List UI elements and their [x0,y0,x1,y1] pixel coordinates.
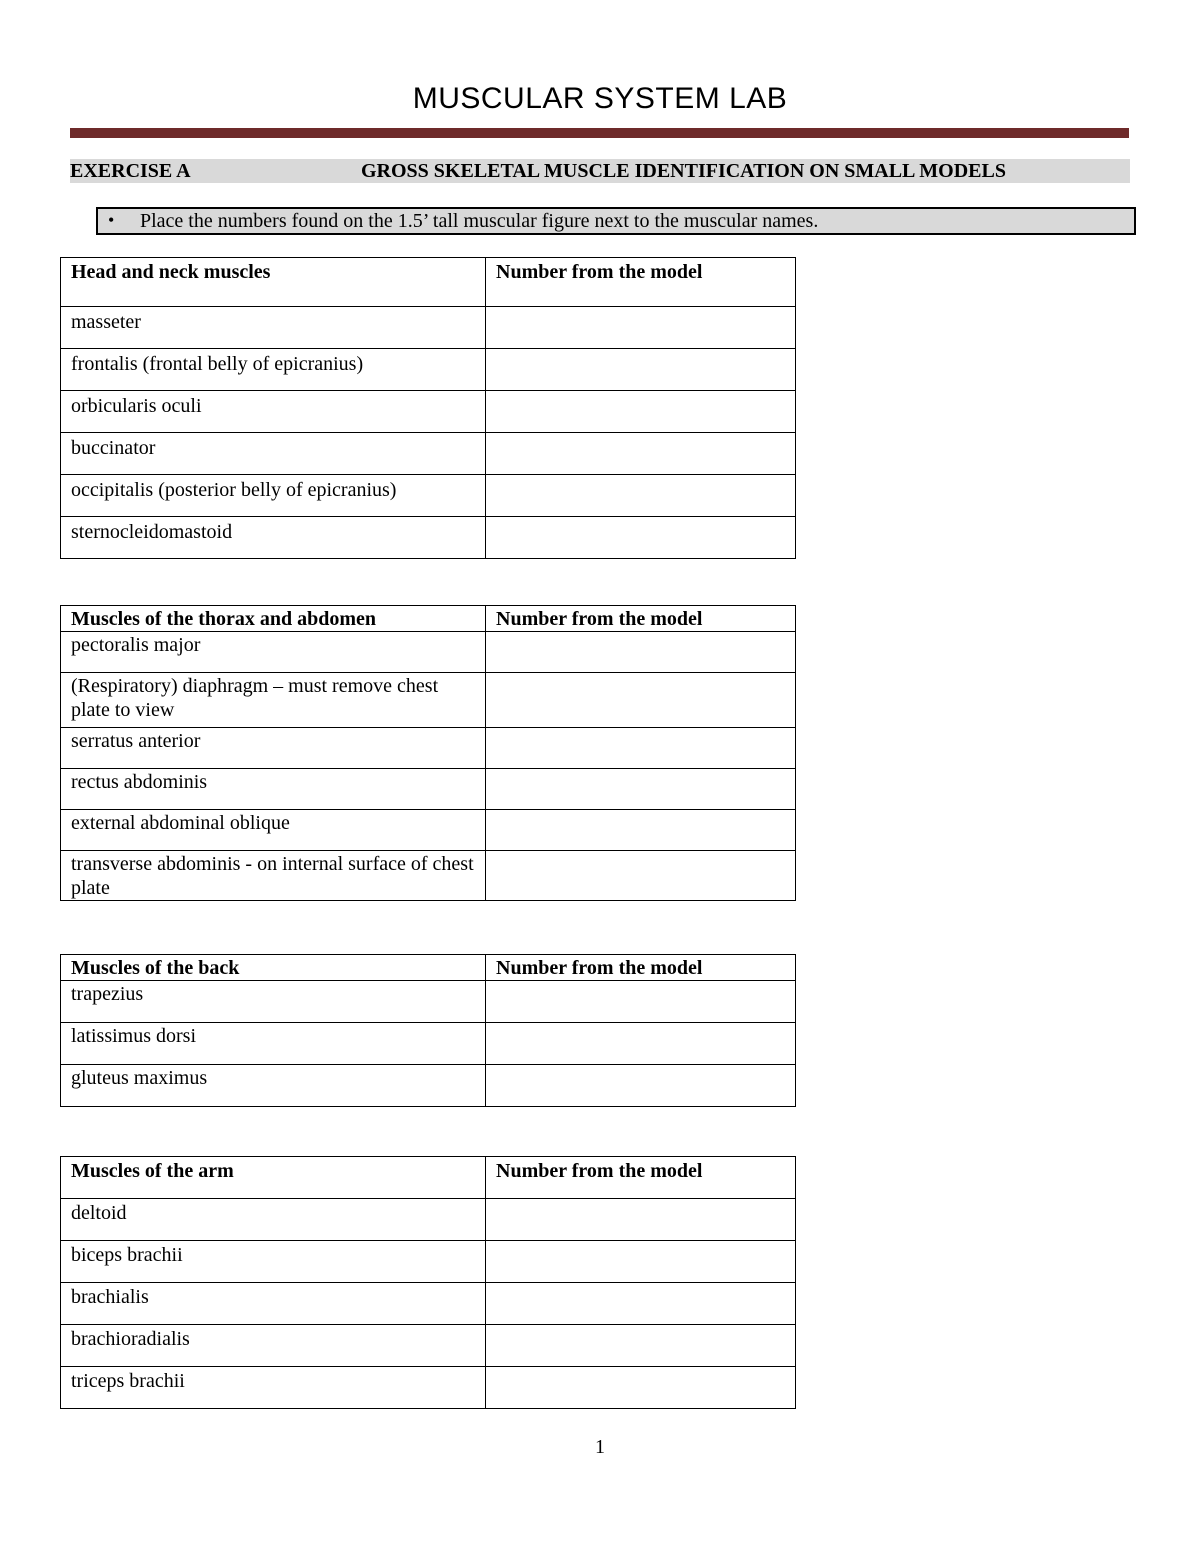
table-row [61,307,796,349]
table-row [61,1199,796,1241]
muscle-name: triceps brachii [61,1367,486,1409]
table-row [61,851,796,901]
number-column-header: Number from the model [486,1157,796,1199]
muscle-name: sternocleidomastoid [61,517,486,559]
muscle-group-header: Muscles of the arm [61,1157,486,1199]
number-answer-cell[interactable] [486,1199,796,1241]
muscle-name: external abdominal oblique [61,810,486,851]
table-row [61,391,796,433]
number-column-header: Number from the model [486,955,796,981]
number-answer-cell[interactable] [486,307,796,349]
muscle-name: trapezius [61,981,486,1023]
table-row [61,475,796,517]
number-answer-cell[interactable] [486,981,796,1023]
table-row [61,1325,796,1367]
muscle-name: deltoid [61,1199,486,1241]
number-answer-cell[interactable] [486,433,796,475]
head-neck-table [60,257,796,559]
number-answer-cell[interactable] [486,728,796,769]
number-answer-cell[interactable] [486,1023,796,1065]
number-answer-cell[interactable] [486,517,796,559]
muscle-name: masseter [61,307,486,349]
table-row [61,769,796,810]
table-row [61,673,796,728]
table-row [61,433,796,475]
muscle-group-header: Muscles of the thorax and abdomen [61,606,486,632]
muscle-name: rectus abdominis [61,769,486,810]
thorax-abdomen-table [60,605,796,901]
muscle-name: latissimus dorsi [61,1023,486,1065]
muscle-group-header: Muscles of the back [61,955,486,981]
muscle-name: brachioradialis [61,1325,486,1367]
table-header-row [61,1157,796,1199]
muscle-name: transverse abdominis - on internal surface of chest plate [61,851,486,901]
number-answer-cell[interactable] [486,673,796,728]
muscle-name: brachialis [61,1283,486,1325]
exercise-heading [70,159,1130,183]
table-row [61,1367,796,1409]
table-row [61,632,796,673]
muscle-name: pectoralis major [61,632,486,673]
instruction-text: Place the numbers found on the 1.5’ tall muscular figure next to the muscular names. [140,210,819,232]
table-header-row [61,955,796,981]
number-answer-cell[interactable] [486,810,796,851]
muscle-name: orbicularis oculi [61,391,486,433]
back-table [60,954,796,1107]
table-header-row [61,606,796,632]
table-row [61,1283,796,1325]
table-row [61,1241,796,1283]
number-answer-cell[interactable] [486,391,796,433]
table-row [61,349,796,391]
page-number: 1 [595,1436,605,1458]
number-answer-cell[interactable] [486,769,796,810]
number-answer-cell[interactable] [486,632,796,673]
table-row [61,517,796,559]
number-answer-cell[interactable] [486,1241,796,1283]
number-answer-cell[interactable] [486,1367,796,1409]
number-answer-cell[interactable] [486,349,796,391]
table-row [61,1065,796,1107]
number-answer-cell[interactable] [486,1325,796,1367]
title-divider [70,128,1129,138]
exercise-label: EXERCISE A [70,160,191,182]
number-answer-cell[interactable] [486,1065,796,1107]
page-title: MUSCULAR SYSTEM LAB [412,82,788,115]
number-answer-cell[interactable] [486,1283,796,1325]
exercise-title: GROSS SKELETAL MUSCLE IDENTIFICATION ON SMALL MODELS [361,160,1006,182]
muscle-name: frontalis (frontal belly of epicranius) [61,349,486,391]
arm-table [60,1156,796,1409]
instruction-box [96,207,1136,235]
muscle-group-header: Head and neck muscles [61,258,486,307]
table-row [61,981,796,1023]
muscle-name: buccinator [61,433,486,475]
number-answer-cell[interactable] [486,851,796,901]
muscle-name: (Respiratory) diaphragm – must remove chest plate to view [61,673,486,728]
table-row [61,810,796,851]
muscle-name: biceps brachii [61,1241,486,1283]
number-answer-cell[interactable] [486,475,796,517]
number-column-header: Number from the model [486,606,796,632]
number-column-header: Number from the model [486,258,796,307]
bullet-icon: • [108,210,115,230]
table-row [61,728,796,769]
muscle-name: serratus anterior [61,728,486,769]
muscle-name: occipitalis (posterior belly of epicranius) [61,475,486,517]
table-header-row [61,258,796,307]
table-row [61,1023,796,1065]
muscle-name: gluteus maximus [61,1065,486,1107]
